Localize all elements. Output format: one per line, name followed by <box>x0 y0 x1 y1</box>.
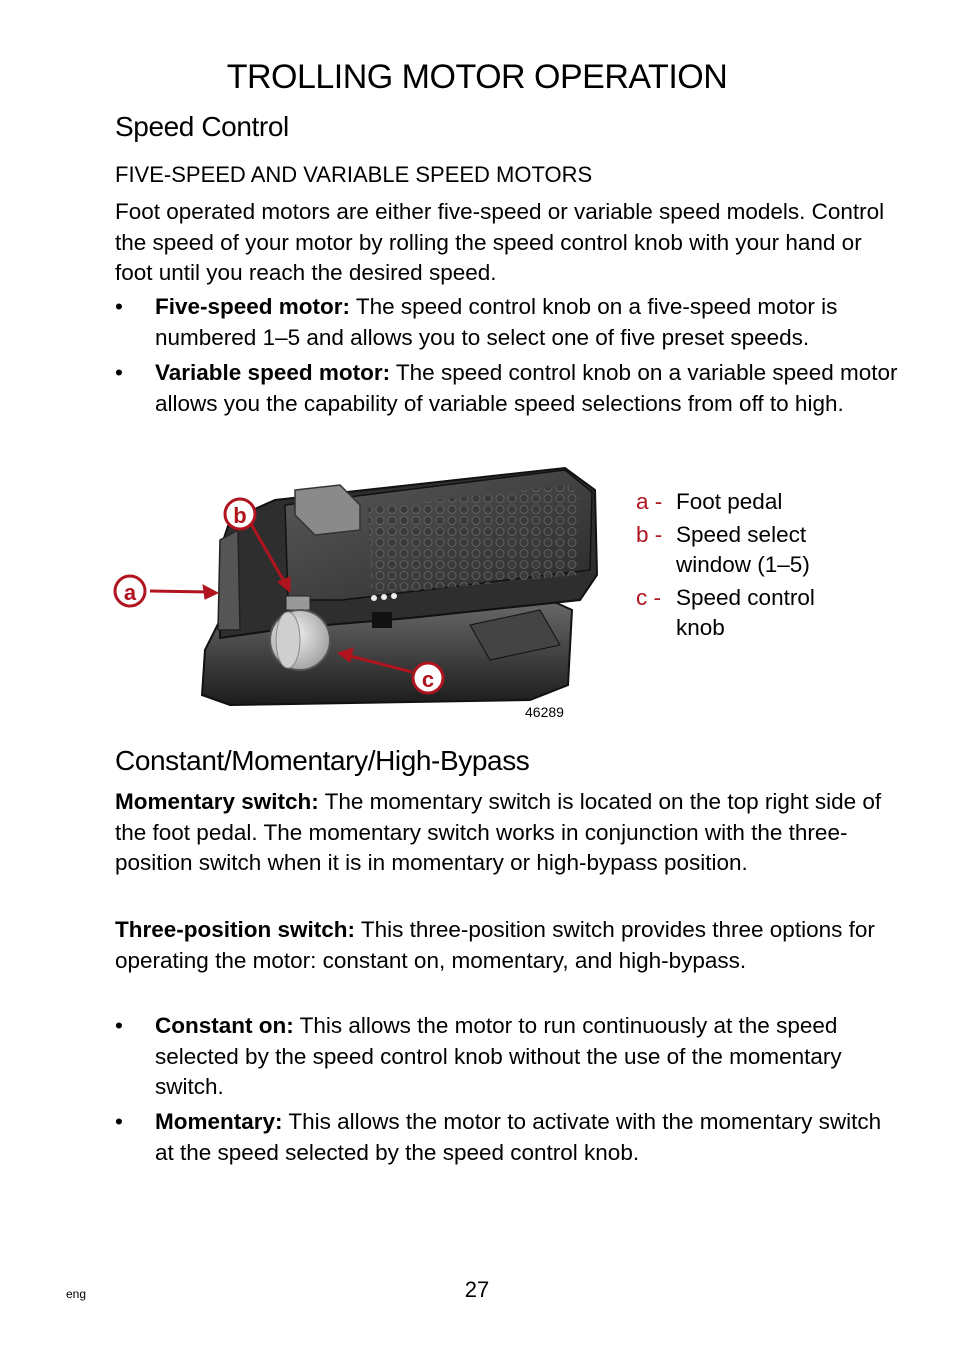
legend-item-a <box>636 487 866 517</box>
legend-label: Speed control knob <box>676 585 815 640</box>
paragraph-text: The momentary switch is located on the top right side of the foot pedal. The momentary switch works in conjunction with the three-position switch when it is in momentary or high-bypass position. <box>115 789 882 875</box>
bullet-variable-speed <box>115 358 905 419</box>
bullet-label: Constant on: <box>155 1013 294 1038</box>
bullet-five-speed <box>115 292 905 353</box>
intro-paragraph: Foot operated motors are either five-speed or variable speed models. Control the speed of your motor by rolling the speed control knob with your hand or foot until you reach the desired speed. <box>115 199 885 285</box>
section-heading-speed-control: Speed Control <box>115 111 289 142</box>
bullet-label: Momentary: <box>155 1109 283 1134</box>
section-heading-constant: Constant/Momentary/High-Bypass <box>115 745 530 776</box>
bullet-marker: • <box>115 1109 123 1134</box>
bullet-text: The speed control knob on a five-speed motor is numbered 1–5 and allows you to select one of five preset speeds. <box>155 294 838 350</box>
legend-key: b - <box>636 522 663 547</box>
bullet-marker: • <box>115 360 123 385</box>
page-number: 27 <box>464 1277 490 1302</box>
legend-key: c - <box>636 585 661 610</box>
figure-legend <box>636 487 866 646</box>
bullet-marker: • <box>115 294 123 319</box>
bullet-text: The speed control knob on a variable speed motor allows you the capability of variable speed selections from off to high. <box>155 360 898 416</box>
paragraph-label: Momentary switch: <box>115 789 319 814</box>
callout-a <box>115 576 145 606</box>
bullet-text: This allows the motor to activate with the momentary switch at the speed selected by the speed control knob. <box>155 1109 882 1165</box>
callout-c-label: c <box>421 667 435 692</box>
bullet-text: This allows the motor to run continuously at the speed selected by the speed control knob without the use of the momentary switch. <box>155 1013 842 1099</box>
callout-c <box>413 663 443 693</box>
paragraph-momentary-switch <box>115 787 905 879</box>
callout-b <box>225 499 255 529</box>
bullet-label: Variable speed motor: <box>155 360 391 385</box>
legend-item-b <box>636 520 866 580</box>
callout-a-label: a <box>123 580 137 605</box>
bullet-marker: • <box>115 1013 123 1038</box>
bullet-momentary <box>115 1107 905 1168</box>
page-title: TROLLING MOTOR OPERATION <box>226 58 728 96</box>
bullet-constant-on <box>115 1011 905 1103</box>
legend-item-c <box>636 583 866 643</box>
figure-number: 46289 <box>525 704 564 720</box>
paragraph-text: This three-position switch provides three options for operating the motor: constant on, momentary, and high-bypass. <box>115 917 875 973</box>
foot-pedal-illustration <box>110 460 610 715</box>
footer-language: eng <box>66 1287 87 1301</box>
paragraph-label: Three-position switch: <box>115 917 356 942</box>
bullet-label: Five-speed motor: <box>155 294 351 319</box>
legend-key: a - <box>636 489 663 514</box>
legend-label: Foot pedal <box>676 489 783 514</box>
subheading-motors: FIVE-SPEED AND VARIABLE SPEED MOTORS <box>115 162 593 187</box>
paragraph-three-position-switch <box>115 915 905 976</box>
callout-b-label: b <box>233 503 247 528</box>
legend-label: Speed select window (1–5) <box>676 522 810 577</box>
